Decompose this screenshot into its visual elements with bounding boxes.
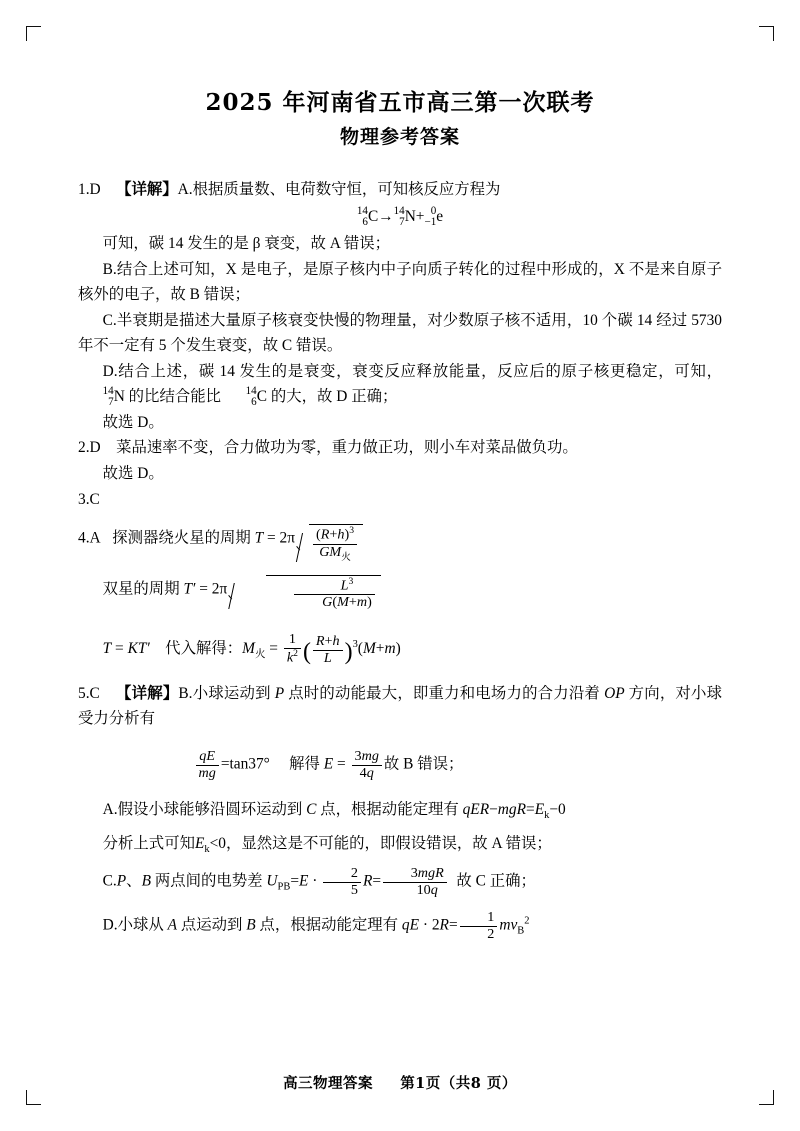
page-title: 2025 年河南省五市高三第一次联考: [205, 89, 595, 116]
answer-1-line-1: [78, 178, 722, 203]
answer-5-line-3: 分析上式可知$E_k<0$，显然这是不可能的，即假设错误，故 A 错误；: [102, 835, 552, 856]
answer-5-line-4: C.P、B 两点间的电势差 $U_{PB}=E$ · $\frac{2}{5}$ R= $\frac{\text{3mgR}}{10q}$ 故 C 正确；: [102, 865, 536, 898]
answer-5-line-2: A.假设小球能够沿圆环运动到 C 点，根据动能定理有 $qER-mgR=E_k-0$: [102, 801, 566, 822]
answer-1-line-2: 可知，碳 14 发生的是 β 衰变，故 A 错误；: [102, 234, 391, 252]
page-footer: [0, 1072, 800, 1093]
answer-1-line-6: 故选 D。: [102, 413, 164, 431]
page-corner-mark-top-right: [759, 26, 774, 41]
answer-1-tag: 【详解】: [116, 180, 178, 198]
page-corner-mark-top-left: [26, 26, 41, 41]
answer-3-label: 3.C: [78, 491, 100, 509]
answer-block-3: [78, 488, 722, 513]
answer-1-line-3: B.结合上述可知，X 是电子，是原子核内中子向质子转化的过程中形成的，X 不是来自原子核外的电子，故 B 错误；: [78, 260, 722, 303]
answer-1-line-4: C.半衰期是描述大量原子核衰变快慢的物理量，对少数原子核不适用，10 个碳 14 经过 5730 年不一定有 5 个发生衰变，故 C 错误。: [78, 311, 722, 354]
answers-body: [78, 178, 722, 943]
answer-4-line-1: 4.A 探测器绕火星的周期 T = 2π $\frac{(R+h)^3}{GM_火}$: [78, 524, 722, 563]
answer-1-label: 1.D: [78, 180, 101, 198]
answer-4-line-2: 双星的周期 T′ = 2π $\frac{L^3}{G(M+m)}$: [78, 575, 722, 611]
answer-block-4: [78, 514, 722, 682]
answer-2-text-1: 菜品速率不变，合力做功为零，重力做正功，则小车对菜品做负功。: [116, 439, 578, 457]
answer-block-2: [78, 436, 722, 487]
document-title-block: [78, 0, 722, 152]
answer-4-line-3: T = KT′ 代入解得：$M_火$ = $\frac{1}{k^2}$ ( $\frac{R+h}{L}$ )$^3$(M+m): [102, 630, 401, 666]
answer-1-line-5: D.结合上述，碳 14 发生的是衰变，衰变反应释放能量，反应后的原子核更稳定，可知， 14 7 N 的比结合能比 14 6 C 的大，故 D 正确；: [102, 362, 722, 409]
answer-4-label: 4.A: [78, 529, 101, 547]
answer-block-1: [78, 178, 722, 436]
answer-5-tag: 【详解】: [116, 685, 179, 703]
answer-5-label: 5.C: [78, 685, 100, 703]
answer-5-line-5: D.小球从 A 点运动到 B 点，根据动能定理有 qE · 2R= $\frac{1}{2}$ $mv_B^2$: [102, 908, 530, 942]
answer-2-line-2: 故选 D。: [102, 465, 164, 483]
answer-5-line-1: 5.C 【详解】B.小球运动到 P 点时的动能最大，即重力和电场力的合力沿着 OP 方向，对小球受力分析有: [78, 685, 723, 728]
answer-2-label: 2.D: [78, 439, 101, 457]
answer-1-equation: 14 6 C→ 14 7 N+ 0 −1 e: [356, 205, 444, 229]
footer-page-number: 第1页（共8 页）: [400, 1075, 517, 1092]
answer-block-5: [78, 682, 722, 942]
answer-1-text-1: A.根据质量数、电荷数守恒，可知核反应方程为: [177, 180, 501, 198]
footer-document-name: 高三物理答案: [283, 1075, 374, 1092]
answer-2-line-1: [78, 436, 722, 461]
page-subtitle: 物理参考答案: [339, 125, 460, 148]
answer-5-equation-1: $\frac{qE}{mg}$ =tan37° 解得 E = $\frac{3mg}{4q}$ 故 B 错误；: [78, 749, 722, 782]
